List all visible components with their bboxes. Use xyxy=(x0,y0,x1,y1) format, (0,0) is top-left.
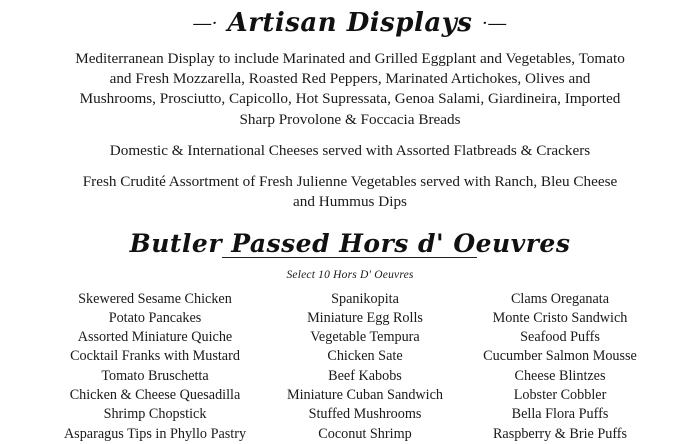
hors-doeuvres-columns xyxy=(40,290,660,444)
list-item: Raspberry & Brie Puffs xyxy=(492,425,628,442)
list-item: Clams Oreganata xyxy=(510,290,610,307)
list-item: Stuffed Mushrooms xyxy=(308,406,422,423)
list-item: Potato Pancakes xyxy=(108,309,202,326)
hors-doeuvres-column-2 xyxy=(270,290,460,444)
hors-doeuvres-column-3 xyxy=(460,290,660,444)
artisan-paragraph-3: Fresh Crudité Assortment of Fresh Julienne Vegetables served with Ranch, Bleu Cheese and Hummus Dips xyxy=(82,173,618,211)
list-item: Beef Kabobs xyxy=(328,367,402,384)
list-item: Chicken Sate xyxy=(327,348,403,365)
list-item: Shrimp Chopstick xyxy=(103,406,207,423)
list-item: Chicken & Cheese Quesadilla xyxy=(69,387,241,404)
list-item: Vegetable Tempura xyxy=(310,329,420,346)
flourish-left-icon: ―· xyxy=(193,13,218,34)
list-item: Seafood Puffs xyxy=(520,329,600,346)
list-item: Miniature Egg Rolls xyxy=(307,309,423,326)
list-item: Bella Flora Puffs xyxy=(511,406,609,423)
list-item: Tomato Bruschetta xyxy=(101,367,209,384)
list-item: Monte Cristo Sandwich xyxy=(492,309,628,326)
artisan-paragraph-2: Domestic & International Cheeses served with Assorted Flatbreads & Crackers xyxy=(109,141,591,159)
list-item: Coconut Shrimp xyxy=(318,425,412,442)
list-item: Cheese Blintzes xyxy=(514,367,606,384)
artisan-displays-title: Artisan Displays xyxy=(227,8,473,38)
flourish-right-icon: ·― xyxy=(482,13,507,34)
list-item: Spanikopita xyxy=(331,290,399,307)
list-item: Cucumber Salmon Mousse xyxy=(483,348,637,365)
artisan-displays-heading xyxy=(40,10,660,36)
list-item: Cocktail Franks with Mustard xyxy=(70,348,240,365)
list-item: Assorted Miniature Quiche xyxy=(77,329,233,346)
list-item: Lobster Cobbler xyxy=(513,387,607,404)
selection-note: Select 10 Hors D' Oeuvres xyxy=(286,268,414,281)
hors-doeuvres-column-1 xyxy=(40,290,270,444)
list-item: Miniature Cuban Sandwich xyxy=(286,387,444,404)
hors-doeuvres-heading-wrap xyxy=(40,228,660,260)
artisan-paragraph-1: Mediterranean Display to include Marinated and Grilled Eggplant and Vegetables, Tomato and Fresh Mozzarella, Roasted Red Peppers, Marinated Artichokes, Olives and Mushrooms, Prosciutto, Capicollo, Hot Supressata, Genoa Salami, Giardineira, Imported Sharp Provolone & Foccacia Breads xyxy=(75,50,625,128)
hors-doeuvres-title: Butler Passed Hors d' Oeuvres xyxy=(129,228,571,258)
list-item: Skewered Sesame Chicken xyxy=(78,290,232,307)
hors-doeuvres-heading xyxy=(129,228,571,258)
list-item: Asparagus Tips in Phyllo Pastry xyxy=(63,425,247,442)
